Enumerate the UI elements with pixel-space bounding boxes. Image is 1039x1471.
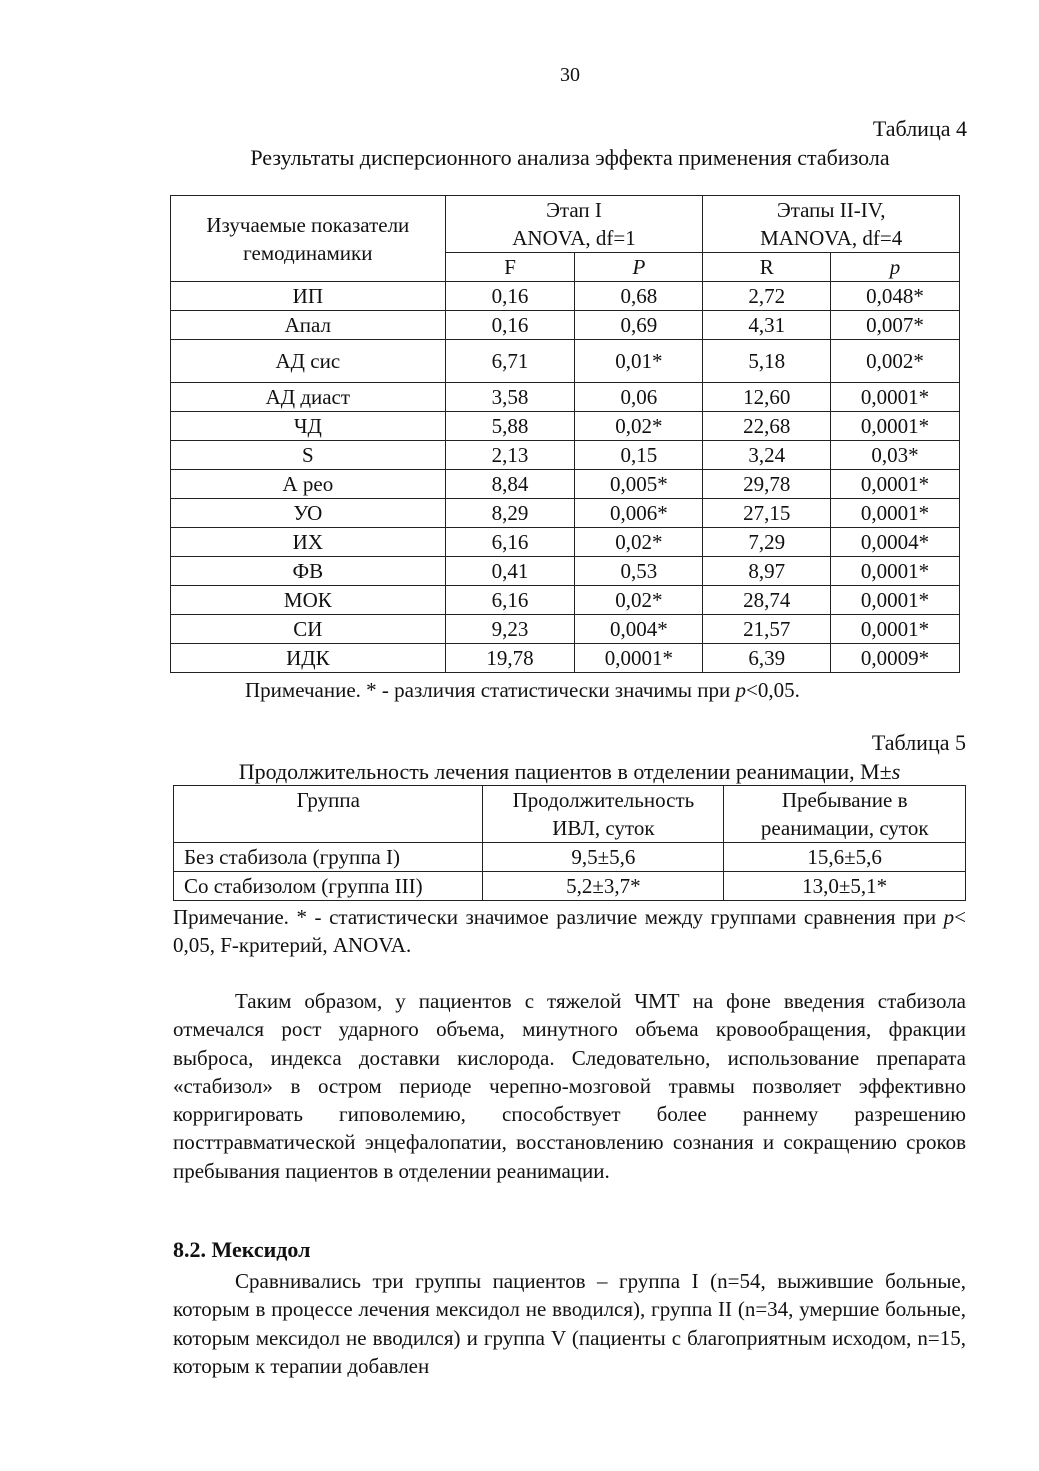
value-cell: 8,84 [445,470,575,499]
value-cell: 5,18 [703,340,831,383]
table-row [174,872,966,901]
t5-header-icu: Пребывание в реанимации, суток [724,786,966,843]
value-cell: 28,74 [703,586,831,615]
value-cell: 0,41 [445,557,575,586]
value-cell: 6,16 [445,586,575,615]
table-row [171,470,960,499]
table4-label: Таблица 4 [872,116,967,141]
t5-header-row [174,786,966,843]
value-cell: 0,048* [831,282,960,311]
value-cell: 0,007* [831,311,960,340]
page-number: 30 [560,64,580,86]
table-row [171,557,960,586]
value-cell: 15,6±5,6 [724,843,966,872]
value-cell: 0,004* [575,615,703,644]
table-row [171,311,960,340]
value-cell: 2,72 [703,282,831,311]
value-cell: 4,31 [703,311,831,340]
mexidol-paragraph: Сравнивались три группы пациентов – группа I (n=54, выжившие больные, которым в процессе лечения мексидол не вводился), группа II (n=34, умершие больные, которым мексидол не вводился) и группа V (пациенты с благоприятным исходом, n=15, которым к терапии добавлен [173,1269,966,1378]
table-row [171,340,960,383]
value-cell: 0,69 [575,311,703,340]
value-cell: 0,0004* [831,528,960,557]
value-cell: 0,0001* [831,412,960,441]
value-cell: 0,0001* [575,644,703,673]
value-cell: 0,0009* [831,644,960,673]
table-row [171,615,960,644]
indicator-cell: А рео [171,470,446,499]
indicator-cell: ЧД [171,412,446,441]
value-cell: 5,88 [445,412,575,441]
value-cell: 0,03* [831,441,960,470]
t4-sub-p: p [831,253,960,282]
indicator-cell: S [171,441,446,470]
t4-sub-F: F [445,253,575,282]
value-cell: 21,57 [703,615,831,644]
table-row [171,528,960,557]
value-cell: 27,15 [703,499,831,528]
value-cell: 8,29 [445,499,575,528]
table-row [171,412,960,441]
indicator-cell: АД сис [171,340,446,383]
table-row [174,843,966,872]
value-cell: 0,01* [575,340,703,383]
value-cell: 3,58 [445,383,575,412]
value-cell: 2,13 [445,441,575,470]
t4-sub-P: P [575,253,703,282]
indicator-cell: Апал [171,311,446,340]
section-heading: 8.2. Мексидол [173,1237,311,1262]
value-cell: 0,0001* [831,586,960,615]
table4-note: Примечание. * - различия статистически значимы при p<0,05. [245,678,800,702]
value-cell: 6,39 [703,644,831,673]
value-cell: 8,97 [703,557,831,586]
value-cell: 0,0001* [831,557,960,586]
value-cell: 9,23 [445,615,575,644]
value-cell: 0,15 [575,441,703,470]
table5-label: Таблица 5 [871,730,966,755]
value-cell: 0,006* [575,499,703,528]
group-cell: Без стабизола (группа I) [174,843,483,872]
value-cell: 0,06 [575,383,703,412]
t5-header-group: Группа [174,786,483,843]
value-cell: 0,68 [575,282,703,311]
table-row [171,383,960,412]
table5 [173,785,966,901]
value-cell: 5,2±3,7* [483,872,724,901]
value-cell: 0,16 [445,282,575,311]
value-cell: 0,002* [831,340,960,383]
value-cell: 7,29 [703,528,831,557]
indicator-cell: ИХ [171,528,446,557]
indicator-cell: АД диаст [171,383,446,412]
value-cell: 0,02* [575,528,703,557]
value-cell: 19,78 [445,644,575,673]
value-cell: 13,0±5,1* [724,872,966,901]
value-cell: 3,24 [703,441,831,470]
indicator-cell: СИ [171,615,446,644]
value-cell: 0,53 [575,557,703,586]
table4 [170,195,960,673]
value-cell: 12,60 [703,383,831,412]
t4-header-stage2: Этапы II-IV, MANOVA, df=4 [703,196,960,253]
table-row [171,282,960,311]
value-cell: 6,71 [445,340,575,383]
table-row [171,644,960,673]
indicator-cell: ИДК [171,644,446,673]
value-cell: 0,02* [575,412,703,441]
indicator-cell: МОК [171,586,446,615]
value-cell: 0,0001* [831,499,960,528]
t4-sub-R: R [703,253,831,282]
value-cell: 0,02* [575,586,703,615]
value-cell: 6,16 [445,528,575,557]
table-row [171,441,960,470]
indicator-cell: ИП [171,282,446,311]
indicator-cell: ФВ [171,557,446,586]
table-row [171,586,960,615]
value-cell: 0,0001* [831,470,960,499]
table-row [171,499,960,528]
indicator-cell: УО [171,499,446,528]
value-cell: 0,005* [575,470,703,499]
table5-note: Примечание. * - статистически значимое различие между группами сравнения при p< 0,05, F-критерий, ANOVA. [173,905,966,958]
value-cell: 0,0001* [831,615,960,644]
value-cell: 0,0001* [831,383,960,412]
t5-header-ivl: Продолжительность ИВЛ, суток [483,786,724,843]
value-cell: 0,16 [445,311,575,340]
table5-title: Продолжительность лечения пациентов в отделении реанимации, M±s [238,759,901,784]
value-cell: 29,78 [703,470,831,499]
value-cell: 9,5±5,6 [483,843,724,872]
group-cell: Со стабизолом (группа III) [174,872,483,901]
conclusion-paragraph: Таким образом, у пациентов с тяжелой ЧМТ на фоне введения стабизола отмечался рост ударного объема, минутного объема кровообращения, фракции выброса, индекса доставки кислорода. Следовательно, использование препарата «стабизол» в остром периоде черепно-мозговой травмы позволяет эффективно корригировать гиповолемию, способствует более раннему разрешению посттравматической энцефалопатии, восстановлению сознания и сокращению сроков пребывания пациентов в отделении реанимации. [173,989,966,1183]
t4-header-indicators: Изучаемые показатели гемодинамики [171,196,446,282]
table4-title: Результаты дисперсионного анализа эффекта применения стабизола [250,145,890,170]
t4-header-stage1: Этап I ANOVA, df=1 [445,196,703,253]
value-cell: 22,68 [703,412,831,441]
